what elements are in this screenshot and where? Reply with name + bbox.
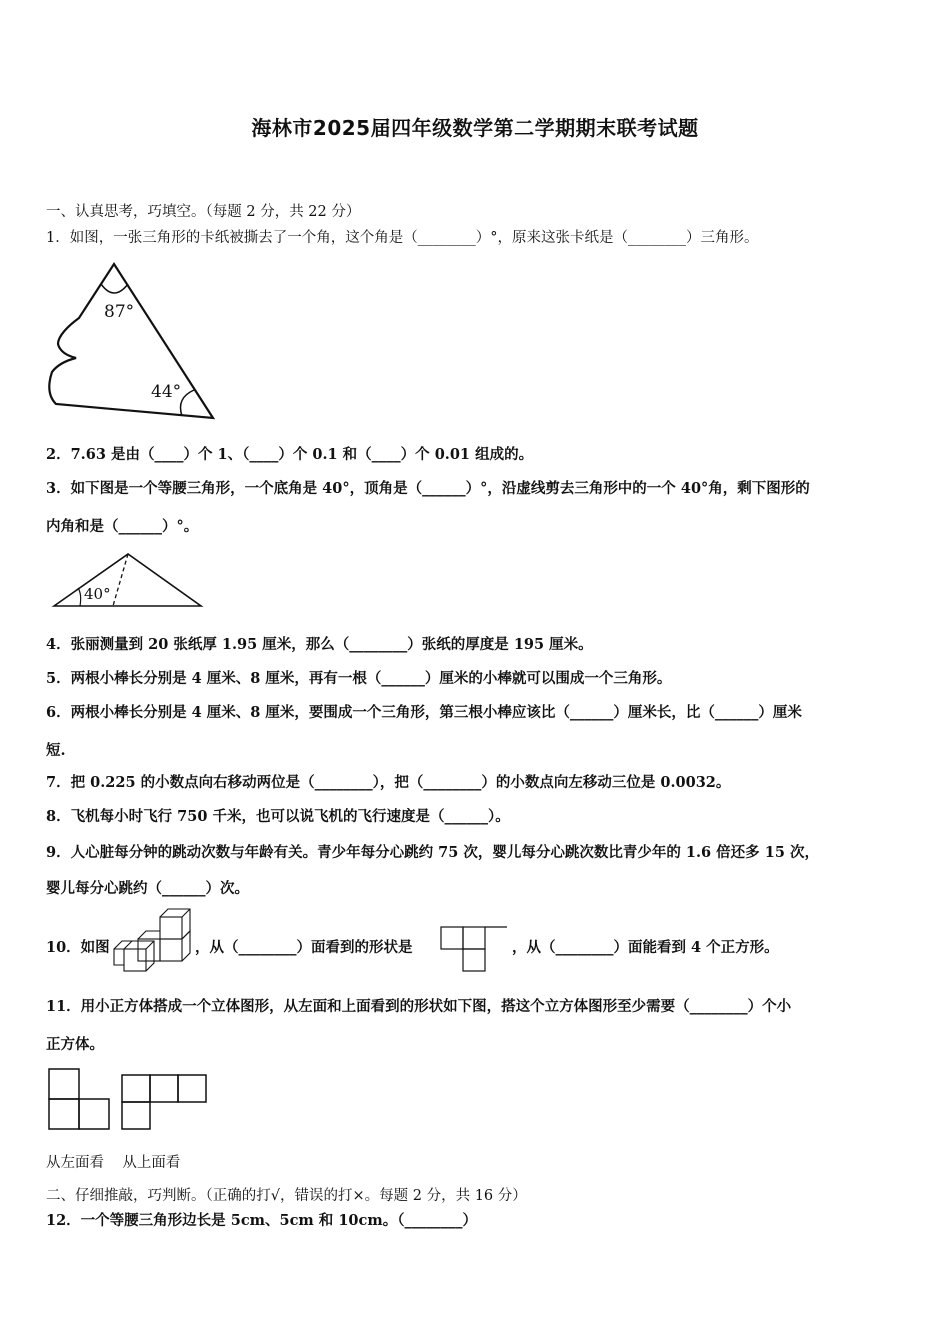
torn-triangle-figure xyxy=(46,260,221,425)
question-10-part3: ，从（________）面能看到 4 个正方形。 xyxy=(512,939,779,956)
torn-triangle-outline xyxy=(49,264,213,418)
question-3-line2: 内角和是（______）°。 xyxy=(46,518,199,535)
question-4: 4．张丽测量到 20 张纸厚 1.95 厘米，那么（________）张纸的厚度是 195 厘米。 xyxy=(46,636,593,653)
angle-87-label: 87° xyxy=(104,302,135,322)
question-10-part1: 10．如图 xyxy=(46,939,110,956)
right-angle-arc xyxy=(181,390,195,416)
question-7: 7．把 0.225 的小数点向右移动两位是（________），把（________）的小数点向左移动三位是 0.0032。 xyxy=(46,774,731,791)
question-11-line1: 11．用小正方体搭成一个立体图形，从左面和上面看到的形状如下图，搭这个立方体图形至少需要（________）个小 xyxy=(46,998,792,1015)
question-10-part2: ，从（________）面看到的形状是 xyxy=(195,939,413,956)
question-9-line1: 9．人心脏每分钟的跳动次数与年龄有关。青少年每分心跳约 75 次，婴儿每分心跳次数比青少年的 1.6 倍还多 15 次， xyxy=(46,844,819,861)
front-view-figure xyxy=(440,926,508,972)
angle-40-label: 40° xyxy=(84,585,111,603)
question-11-captions: 从左面看 从上面看 xyxy=(46,1155,181,1171)
question-8: 8．飞机每小时飞行 750 千米，也可以说飞机的飞行速度是（______）。 xyxy=(46,808,510,825)
question-9-line2: 婴儿每分心跳约（______）次。 xyxy=(46,880,249,897)
section1-heading: 一、认真思考，巧填空。（每题 2 分，共 22 分） xyxy=(46,204,361,220)
top-view-figure xyxy=(121,1074,209,1132)
question-12: 12．一个等腰三角形边长是 5cm、5cm 和 10cm。（________） xyxy=(46,1212,477,1229)
page-title: 海林市2025届四年级数学第二学期期末联考试题 xyxy=(251,116,699,140)
dashed-cut-line xyxy=(113,554,128,606)
angle-arc xyxy=(78,588,81,606)
isosceles-triangle-figure xyxy=(50,550,205,610)
question-1: 1．如图，一张三角形的卡纸被撕去了一个角，这个角是（________）°，原来这张卡纸是（________）三角形。 xyxy=(46,230,759,246)
question-6-line2: 短. xyxy=(46,742,66,759)
question-5: 5．两根小棒长分别是 4 厘米、8 厘米，再有一根（______）厘米的小棒就可以围成一个三角形。 xyxy=(46,670,672,687)
question-2: 2．7.63 是由（____）个 1、（____）个 0.1 和（____）个 0.01 组成的。 xyxy=(46,446,534,463)
cube-stack-figure xyxy=(110,907,192,975)
question-6-line1: 6．两根小棒长分别是 4 厘米、8 厘米，要围成一个三角形，第三根小棒应该比（______）厘米长，比（______）厘米 xyxy=(46,704,802,721)
angle-44-label: 44° xyxy=(151,382,182,402)
section2-heading: 二、仔细推敲，巧判断。（正确的打√，错误的打×。每题 2 分，共 16 分） xyxy=(46,1188,527,1204)
top-angle-arc xyxy=(101,284,128,293)
left-view-figure xyxy=(48,1068,112,1132)
question-11-line2: 正方体。 xyxy=(46,1036,104,1053)
triangle-outline xyxy=(54,554,201,606)
question-3-line1: 3．如下图是一个等腰三角形，一个底角是 40°，顶角是（______）°，沿虚线剪去三角形中的一个 40°角，剩下图形的 xyxy=(46,480,810,497)
